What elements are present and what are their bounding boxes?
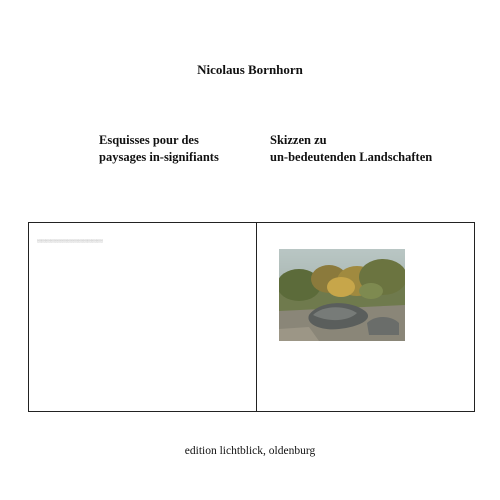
title-french [99, 132, 239, 166]
landscape-photo-image [279, 249, 405, 341]
author-name: Nicolaus Bornhorn [197, 62, 303, 77]
book-spread-left [28, 222, 260, 412]
publisher-name: edition lichtblick, oldenburg [184, 445, 316, 457]
title-german [270, 132, 440, 166]
title-german-line-1: Skizzen zu [270, 133, 327, 147]
title-french-line-2: paysages in-signifiants [99, 150, 219, 164]
title-french-line-1: Esquisses pour des [99, 133, 199, 147]
landscape-photo [279, 249, 405, 341]
book-spread-right [256, 222, 475, 412]
french-text-column-1: ░░░░░░░░░░░░░░░░░░░░░░░░░░░░░░ [37, 239, 103, 243]
title-german-line-2: un-bedeutenden Landschaften [270, 150, 433, 164]
